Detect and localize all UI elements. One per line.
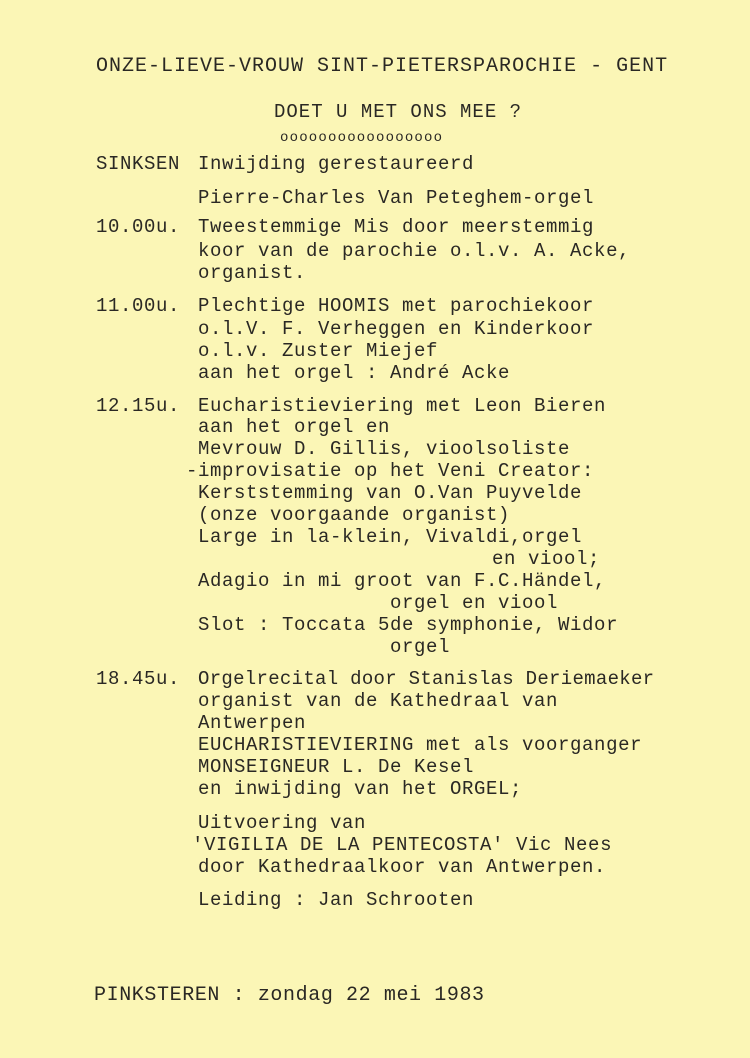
text-1100-3: o.l.v. Zuster Miejef — [198, 340, 439, 362]
text-1845-4: EUCHARISTIEVIERING met als voorganger — [198, 734, 643, 756]
text-1845-3: Antwerpen — [198, 712, 307, 734]
sinksen-line-2: Pierre-Charles Van Peteghem-orgel — [198, 187, 595, 209]
sinksen-label: SINKSEN — [96, 153, 181, 175]
sinksen-line-1: Inwijding gerestaureerd — [198, 153, 475, 175]
text-1100-4: aan het orgel : André Acke — [198, 362, 511, 384]
text-1215-2: aan het orgel en — [198, 416, 391, 438]
text-1845-1: Orgelrecital door Stanislas Deriemaeker — [198, 668, 655, 690]
text-1100-2: o.l.V. F. Verheggen en Kinderkoor — [198, 318, 595, 340]
text-1000-1: Tweestemmige Mis door meerstemmig — [198, 216, 595, 238]
text-1100-1: Plechtige HOOMIS met parochiekoor — [198, 295, 595, 317]
text-1845-2: organist van de Kathedraal van — [198, 690, 559, 712]
time-1215: 12.15u. — [96, 395, 181, 417]
text-1215-10: orgel en viool — [390, 592, 559, 614]
text-1215-3: Mevrouw D. Gillis, vioolsoliste — [198, 438, 571, 460]
text-1215-7: Large in la-klein, Vivaldi,orgel — [198, 526, 583, 548]
text-1215-6: (onze voorgaande organist) — [198, 504, 511, 526]
text-1215-11: Slot : Toccata 5de symphonie, Widor — [198, 614, 619, 636]
text-1845-8: 'VIGILIA DE LA PENTECOSTA' Vic Nees — [192, 834, 613, 856]
text-1215-9: Adagio in mi groot van F.C.Händel, — [198, 570, 607, 592]
text-1845-9: door Kathedraalkoor van Antwerpen. — [198, 856, 607, 878]
text-1845-6: en inwijding van het ORGEL; — [198, 778, 523, 800]
text-1215-8: en viool; — [492, 548, 601, 570]
text-1000-3: organist. — [198, 262, 307, 284]
text-1215-1: Eucharistieviering met Leon Bieren — [198, 395, 607, 417]
parish-title: ONZE-LIEVE-VROUW SINT-PIETERSPAROCHIE - GENT — [96, 55, 669, 78]
text-1215-5: Kerststemming van O.Van Puyvelde — [198, 482, 583, 504]
text-1215-12: orgel — [390, 636, 451, 658]
time-1845: 18.45u. — [96, 668, 181, 690]
footer-date: PINKSTEREN : zondag 22 mei 1983 — [94, 984, 485, 1007]
text-1215-4: -improvisatie op het Veni Creator: — [186, 460, 595, 482]
text-1845-7: Uitvoering van — [198, 812, 367, 834]
text-1000-2: koor van de parochie o.l.v. A. Acke, — [198, 240, 631, 262]
time-1100: 11.00u. — [96, 295, 181, 317]
time-1000: 10.00u. — [96, 216, 181, 238]
text-1845-10: Leiding : Jan Schrooten — [198, 889, 475, 911]
separator-line: ooooooooooooooooo — [280, 130, 444, 146]
text-1845-5: MONSEIGNEUR L. De Kesel — [198, 756, 475, 778]
invitation-heading: DOET U MET ONS MEE ? — [274, 101, 523, 123]
